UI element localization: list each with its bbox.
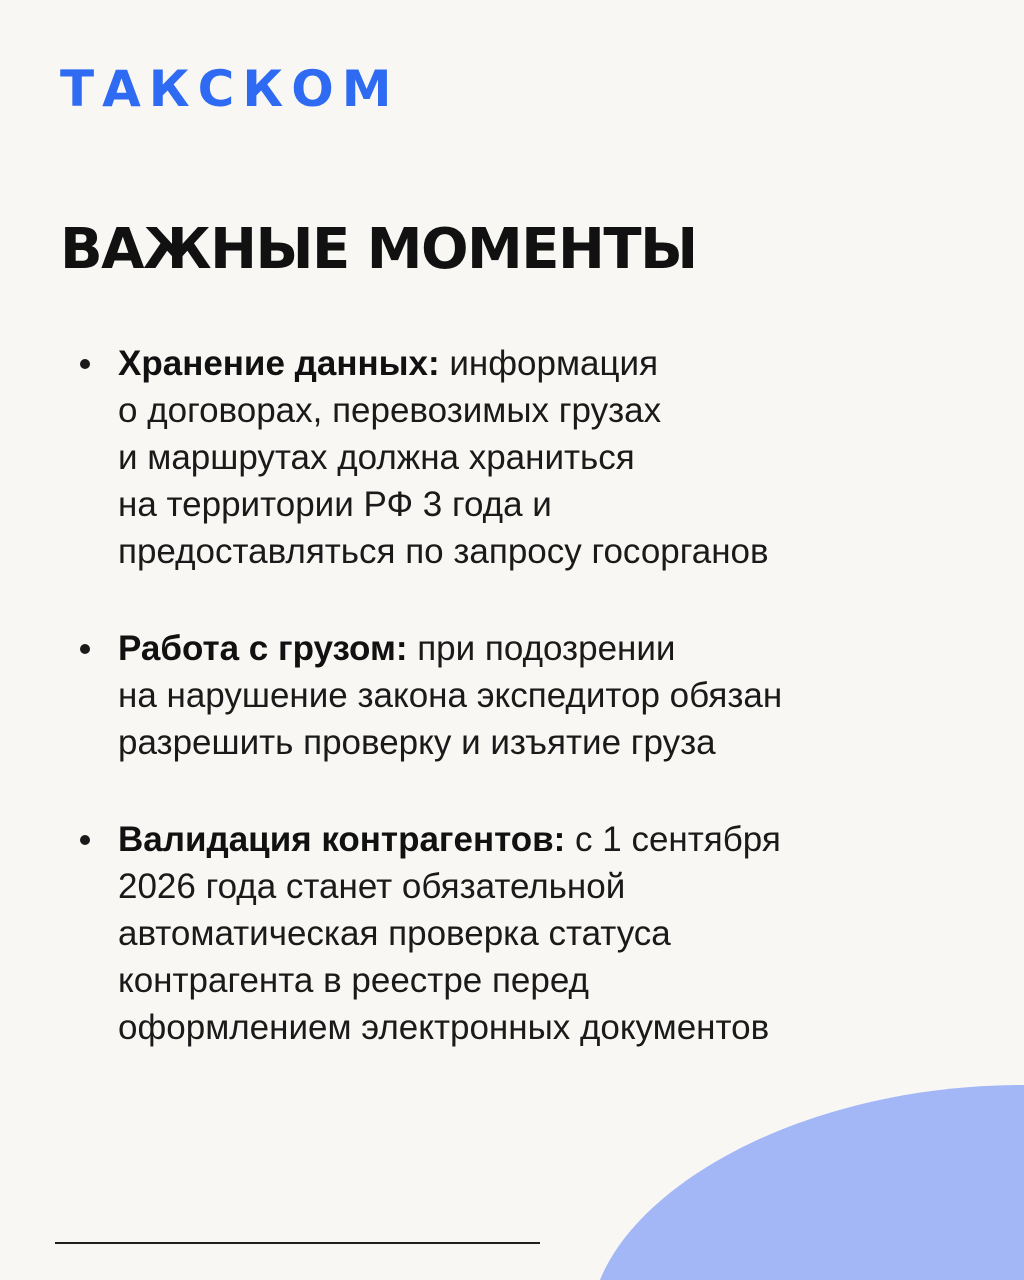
point-term: Хранение данных: [118, 344, 440, 383]
point-text: и маршрутах должна храниться [118, 438, 635, 477]
point-text: информация [439, 344, 659, 383]
point-first-line [118, 816, 978, 863]
point-first-line [118, 625, 978, 672]
point-text: автоматическая проверка статуса [118, 914, 671, 953]
footer-divider [55, 1242, 540, 1244]
point-text: оформлением электронных документов [118, 1008, 770, 1047]
point-text: на территории РФ 3 года и [118, 485, 552, 524]
point-text: контрагента в реестре перед [118, 961, 589, 1000]
bullet-icon [80, 644, 90, 654]
point-text: предоставляться по запросу госорганов [118, 532, 769, 571]
key-points-list [118, 340, 978, 1101]
brand-logo: ТАКСКОМ [60, 60, 400, 118]
point-text: при подозрении [407, 629, 676, 668]
point-term: Валидация контрагентов: [118, 820, 566, 859]
decorative-corner-shape [600, 1085, 1024, 1280]
bullet-icon [80, 835, 90, 845]
bullet-icon [80, 359, 90, 369]
key-point-cargo-handling [118, 625, 978, 766]
point-term: Работа с грузом: [118, 629, 408, 668]
point-text: на нарушение закона экспедитор обязан [118, 676, 783, 715]
point-text: разрешить проверку и изъятие груза [118, 723, 716, 762]
page-title: ВАЖНЫЕ МОМЕНТЫ [60, 217, 697, 282]
point-text: о договорах, перевозимых грузах [118, 391, 662, 430]
key-point-data-storage [118, 340, 978, 575]
key-point-counterparty-validation [118, 816, 978, 1051]
point-text: с 1 сентября [565, 820, 781, 859]
point-text: 2026 года станет обязательной [118, 867, 626, 906]
point-first-line [118, 340, 978, 387]
decorative-blob [600, 1085, 1024, 1280]
